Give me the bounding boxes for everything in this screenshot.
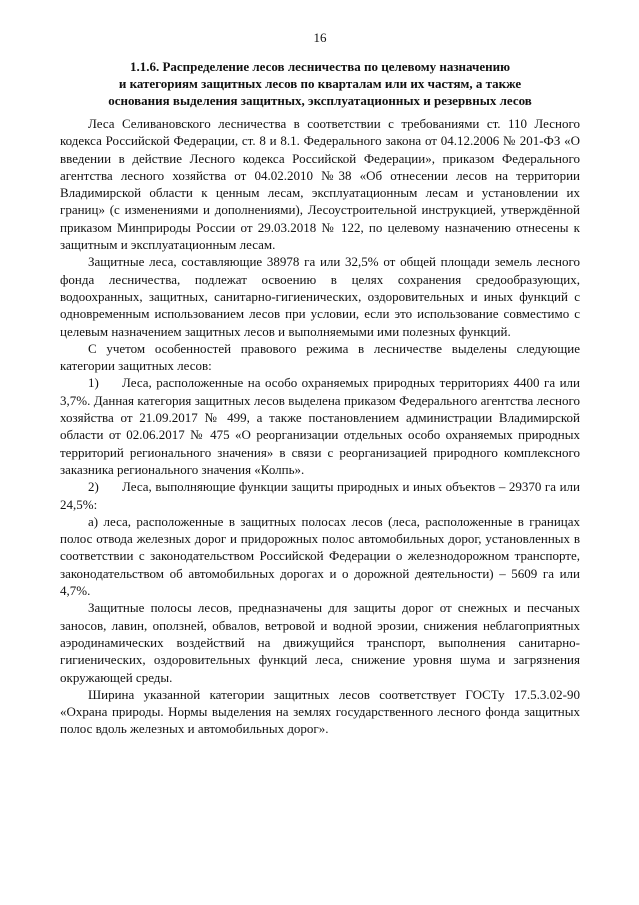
list-item-protection-functions	[60, 478, 580, 513]
paragraph-legal-basis: Леса Селивановского лесничества в соответствии с требованиями ст. 110 Лесного кодекса Российской Федерации, ст. 8 и 8.1. Федерального закона от 04.12.2006 № 201-ФЗ «О введении в действие Лесного кодекса Российской Федерации», приказом Федерального агентства лесного хозяйства от 04.02.2010 №38 «Об отнесении лесов на территории Владимирской области к ценным лесам, эксплуатационным лесам и установлении их границ» (с изменениями и дополнениями), Лесоустроительной инструкцией, утверждённой приказом Минприроды России от 29.03.2018 № 122, по целевому назначению отнесены к защитным и эксплуатационным лесам.	[60, 116, 580, 253]
section-heading-line-3: основания выделения защитных, эксплуатационных и резервных лесов	[108, 93, 532, 108]
paragraph-protective-forests: Защитные леса, составляющие 38978 га или 32,5% от общей площади земель лесного фонда лесничества, подлежат освоению в целях сохранения средообразующих, водоохранных, защитных, санитарно-гигиенических, оздоровительных и иных функций с одновременным использованием лесов при условии, если это использование совместимо с целевым назначением защитных лесов и выполняемыми ими полезных функций.	[60, 254, 580, 339]
list-item-number: 2)	[88, 479, 99, 495]
list-item-protected-areas	[60, 374, 580, 478]
list-item-text: Леса, расположенные на особо охраняемых природных территориях 4400 га или 3,7%. Данная категория защитных лесов выделена приказом Федерального агентства лесного хозяйства от 21.09.2017 № 499, а также постановлением администрации Владимирской области от 02.06.2017 № 475 «О реорганизации отдельных особо охраняемых природных территорий регионального значения» в связи с реорганизацией природного комплексного заказника регионального значения «Колпь».	[60, 375, 580, 477]
paragraph-categories-intro: С учетом особенностей правового режима в лесничестве выделены следующие категории защитных лесов:	[60, 340, 580, 374]
page-number: 16	[313, 30, 327, 45]
document-page	[60, 30, 580, 738]
paragraph-gost-width: Ширина указанной категории защитных лесов соответствует ГОСТу 17.5.3.02-90 «Охрана природы. Нормы выделения на землях государственного лесного фонда защитных полос вдоль железных и автомобильных дорог».	[60, 686, 580, 737]
section-heading-line-1: 1.1.6. Распределение лесов лесничества по целевому назначению	[129, 59, 511, 74]
paragraph-protective-strips: Защитные полосы лесов, предназначены для защиты дорог от снежных и песчаных заносов, лавин, оползней, обвалов, ветровой и водной эрозии, снижения неблагоприятных аэродинамических воздействий на движущийся транспорт, выполнения санитарно-гигиенических, оздоровительных функций леса, снижение уровня шума и загрязнения окружающей среды.	[60, 600, 580, 685]
paragraph-subitem-a: а) леса, расположенные в защитных полосах лесов (леса, расположенные в границах полос отвода железных дорог и придорожных полос автомобильных дорог, установленных в соответствии с законодательством Российской Федерации о железнодорожном транспорте, законодательством об автомобильных дорогах и о дорожной деятельности) – 5609 га или 4,7%.	[60, 513, 580, 599]
section-heading	[60, 58, 580, 109]
list-item-number: 1)	[88, 375, 99, 391]
section-heading-line-2: и категориям защитных лесов по кварталам или их частям, а также	[118, 76, 522, 91]
list-item-text: Леса, выполняющие функции защиты природных и иных объектов – 29370 га или 24,5%:	[60, 479, 580, 512]
